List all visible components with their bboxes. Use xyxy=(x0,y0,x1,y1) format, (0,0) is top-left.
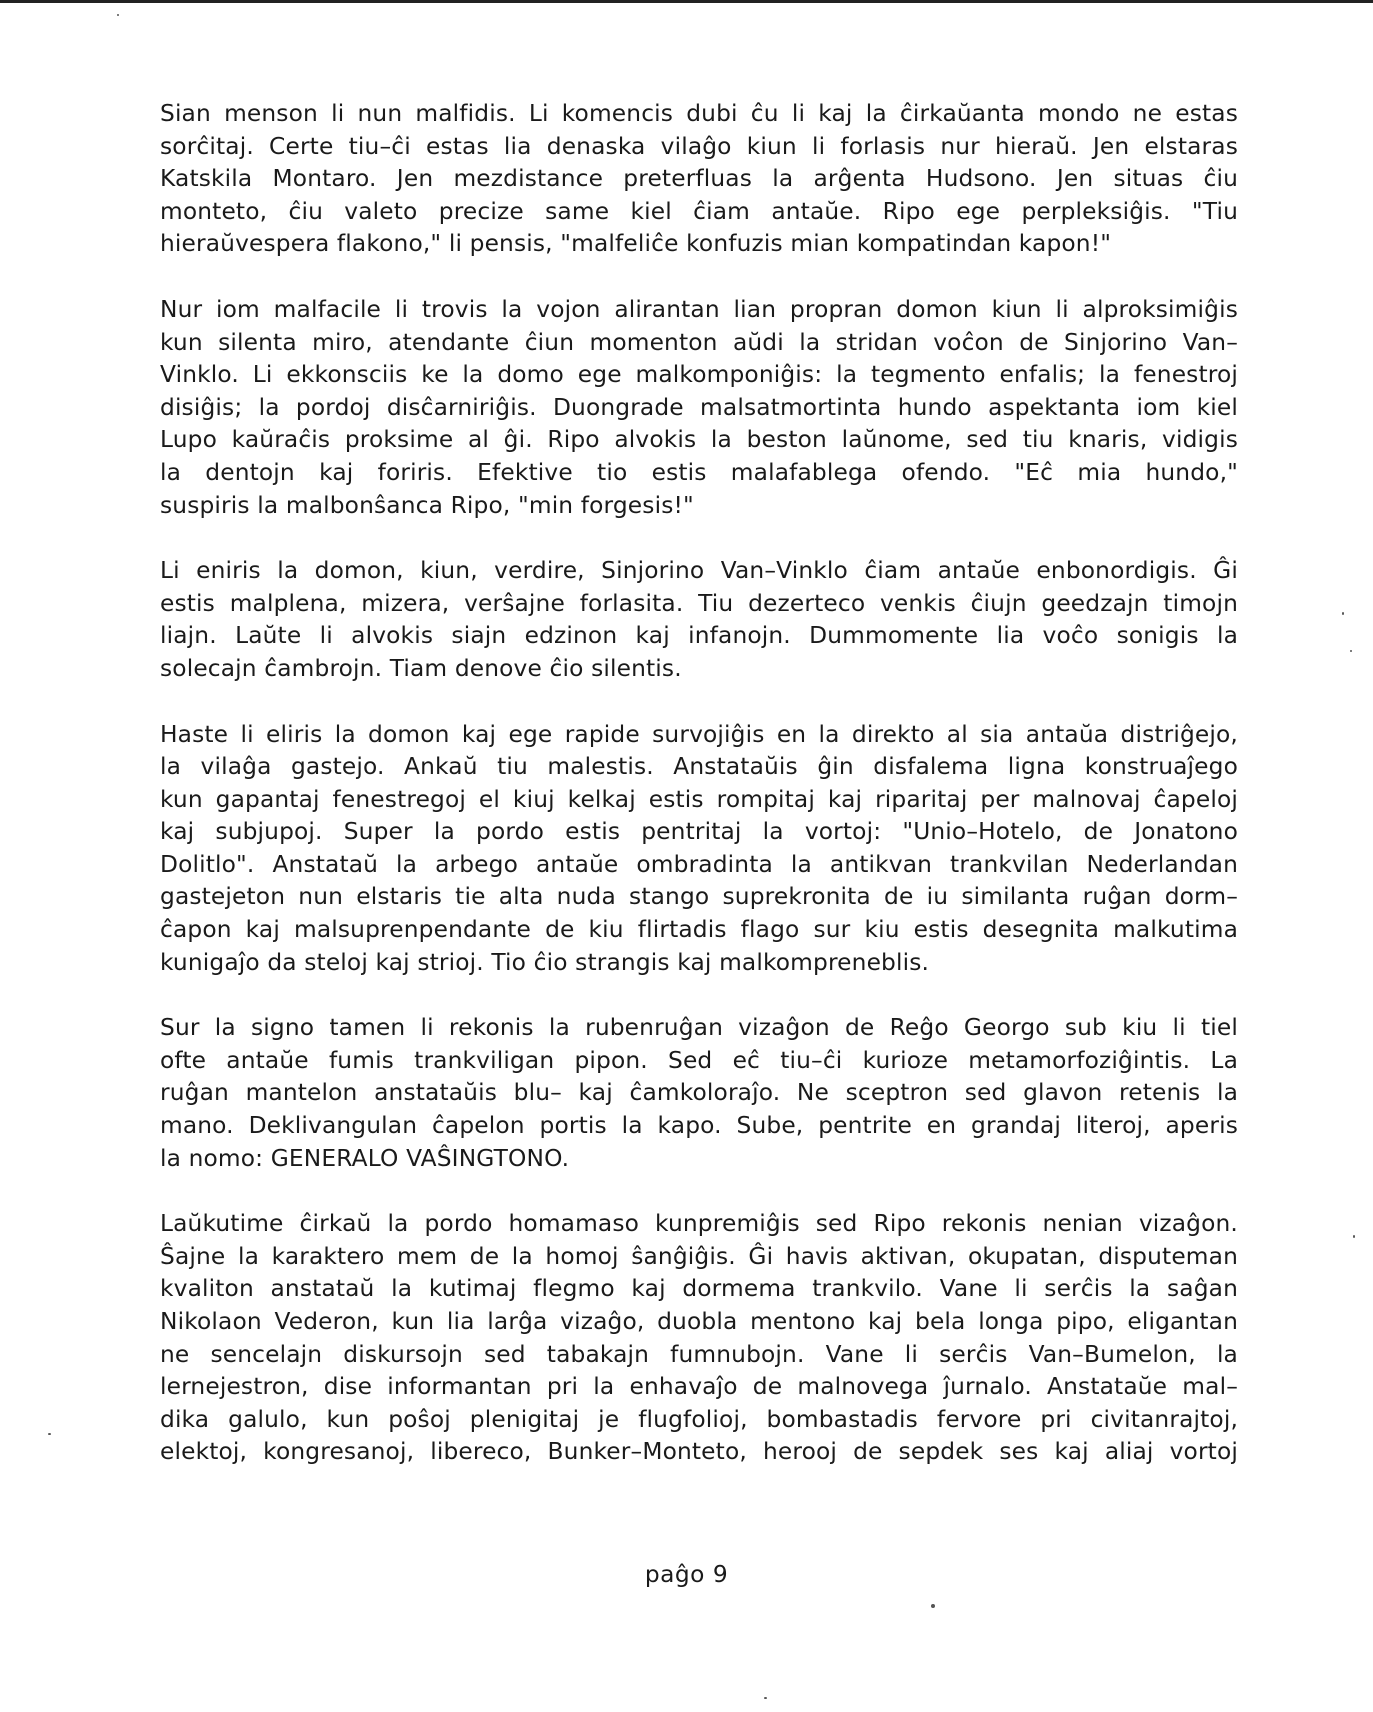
text-line: suspiris la malbonŝanca Ripo, "min forgesis!" xyxy=(160,491,694,519)
text-line: liajn. Laŭte li alvokis siajn edzinon kaj infanojn. Dummomente lia voĉo sonigis la xyxy=(160,622,1238,650)
text-line: dika galulo, kun poŝoj plenigitaj je flugfolioj, bombastadis fervore pri civitanrajtoj, xyxy=(160,1405,1238,1433)
paragraph-2 xyxy=(160,294,1238,522)
text-line: Vinklo. Li ekkonsciis ke la domo ege malkomponiĝis: la tegmento enfalis; la fenestroj xyxy=(160,361,1238,389)
text-line: lernejestron, dise informantan pri la enhavaĵo de malnovega ĵurnalo. Anstataŭe mal– xyxy=(160,1373,1238,1401)
text-line: Li eniris la domon, kiun, verdire, Sinjorino Van–Vinklo ĉiam antaŭe enbonordigis. Ĝi xyxy=(160,557,1238,585)
paragraph-1 xyxy=(160,98,1238,261)
text-line: ne sencelajn diskursojn sed tabakajn fumnubojn. Vane li serĉis Van–Bumelon, la xyxy=(160,1340,1238,1368)
text-line: hieraŭvespera flakono," li pensis, "malfeliĉe konfuzis mian kompatindan kapon!" xyxy=(160,230,1112,258)
page-text xyxy=(160,98,1238,1502)
text-line: Sur la signo tamen li rekonis la rubenruĝan vizaĝon de Reĝo Georgo sub kiu li tiel xyxy=(160,1014,1238,1042)
text-line: disiĝis; la pordoj disĉarniriĝis. Duongrade malsatmortinta hundo aspektanta iom kiel xyxy=(160,393,1238,421)
text-line: gastejeton nun elstaris tie alta nuda stango suprekronita de iu similanta ruĝan dorm– xyxy=(160,883,1238,911)
text-line: mano. Deklivangulan ĉapelon portis la kapo. Sube, pentrite en grandaj literoj, aperis xyxy=(160,1112,1238,1140)
page-number: paĝo 9 xyxy=(644,1561,729,1588)
scan-speck xyxy=(1342,612,1344,615)
text-line: Nikolaon Vederon, kun lia larĝa vizaĝo, duobla mentono kaj bela longa pipo, eligantan xyxy=(160,1308,1238,1335)
text-line: Ŝajne la karaktero mem de la homoj ŝanĝiĝis. Ĝi havis aktivan, okupatan, disputeman xyxy=(160,1242,1238,1270)
scan-speck xyxy=(931,1604,935,1608)
text-line: monteto, ĉiu valeto precize same kiel ĉiam antaŭe. Ripo ege perpleksiĝis. "Tiu xyxy=(160,197,1238,225)
text-line: Lupo kaŭraĉis proksime al ĝi. Ripo alvokis la beston laŭnome, sed tiu knaris, vidigis xyxy=(160,426,1238,454)
text-line: sorĉitaj. Certe tiu–ĉi estas lia denaska vilaĝo kiun li forlasis nur hieraŭ. Jen elstaras xyxy=(160,132,1238,160)
text-line: Dolitlo". Anstataŭ la arbego antaŭe ombradinta la antikvan trankvilan Nederlandan xyxy=(160,850,1238,878)
text-line: la vilaĝa gastejo. Ankaŭ tiu malestis. Anstataŭis ĝin disfalema ligna konstruaĵego xyxy=(160,753,1238,781)
text-line: ruĝan mantelon anstataŭis blu– kaj ĉamkoloraĵo. Ne sceptron sed glavon retenis la xyxy=(160,1079,1238,1107)
text-line: estis malplena, mizera, verŝajne forlasita. Tiu dezerteco venkis ĉiujn geedzajn timojn xyxy=(160,589,1238,617)
scan-speck xyxy=(117,14,119,16)
paragraph-6 xyxy=(160,1208,1238,1469)
text-line: Sian menson li nun malfidis. Li komencis dubi ĉu li kaj la ĉirkaŭanta mondo ne estas xyxy=(160,100,1238,127)
scan-speck xyxy=(48,1433,51,1435)
text-line: solecajn ĉambrojn. Tiam denove ĉio silentis. xyxy=(160,654,682,682)
text-line: Haste li eliris la domon kaj ege rapide survojiĝis en la direkto al sia antaŭa distriĝejo, xyxy=(160,720,1238,748)
text-line: ofte antaŭe fumis trankviligan pipon. Sed eĉ tiu–ĉi kurioze metamorfoziĝintis. La xyxy=(160,1046,1238,1074)
paragraph-4 xyxy=(160,719,1238,980)
text-line: Katskila Montaro. Jen mezdistance preterfluas la arĝenta Hudsono. Jen situas ĉiu xyxy=(160,165,1238,193)
paragraph-3 xyxy=(160,555,1238,685)
text-line: la nomo: GENERALO VAŜINGTONO. xyxy=(160,1144,570,1172)
scan-speck xyxy=(1350,650,1352,652)
top-border-rule xyxy=(0,0,1373,3)
paragraph-5 xyxy=(160,1012,1238,1175)
text-line: kun gapantaj fenestregoj el kiuj kelkaj estis rompitaj kaj riparitaj per malnovaj ĉapeloj xyxy=(160,785,1238,813)
text-line: Laŭkutime ĉirkaŭ la pordo homamaso kunpremiĝis sed Ripo rekonis nenian vizaĝon. xyxy=(160,1210,1238,1238)
text-line: kun silenta miro, atendante ĉiun momenton aŭdi la stridan voĉon de Sinjorino Van– xyxy=(160,328,1238,356)
text-line: kunigaĵo da steloj kaj strioj. Tio ĉio strangis kaj malkompreneblis. xyxy=(160,948,930,976)
text-line: Nur iom malfacile li trovis la vojon alirantan lian propran domon kiun li alproksimiĝis xyxy=(160,295,1238,323)
text-line: ĉapon kaj malsuprenpendante de kiu flirtadis flago sur kiu estis desegnita malkutima xyxy=(160,916,1238,944)
text-line: kvaliton anstataŭ la kutimaj flegmo kaj dormema trankvilo. Vane li serĉis la saĝan xyxy=(160,1275,1238,1303)
text-line: elektoj, kongresanoj, libereco, Bunker–Monteto, herooj de sepdek ses kaj aliaj vortoj xyxy=(160,1438,1238,1466)
scan-speck xyxy=(764,1697,767,1699)
scan-speck xyxy=(1353,1235,1355,1238)
text-line: la dentojn kaj foriris. Efektive tio estis malafablega ofendo. "Eĉ mia hundo," xyxy=(160,458,1238,486)
text-line: kaj subjupoj. Super la pordo estis pentritaj la vortoj: "Unio–Hotelo, de Jonatono xyxy=(160,818,1238,846)
